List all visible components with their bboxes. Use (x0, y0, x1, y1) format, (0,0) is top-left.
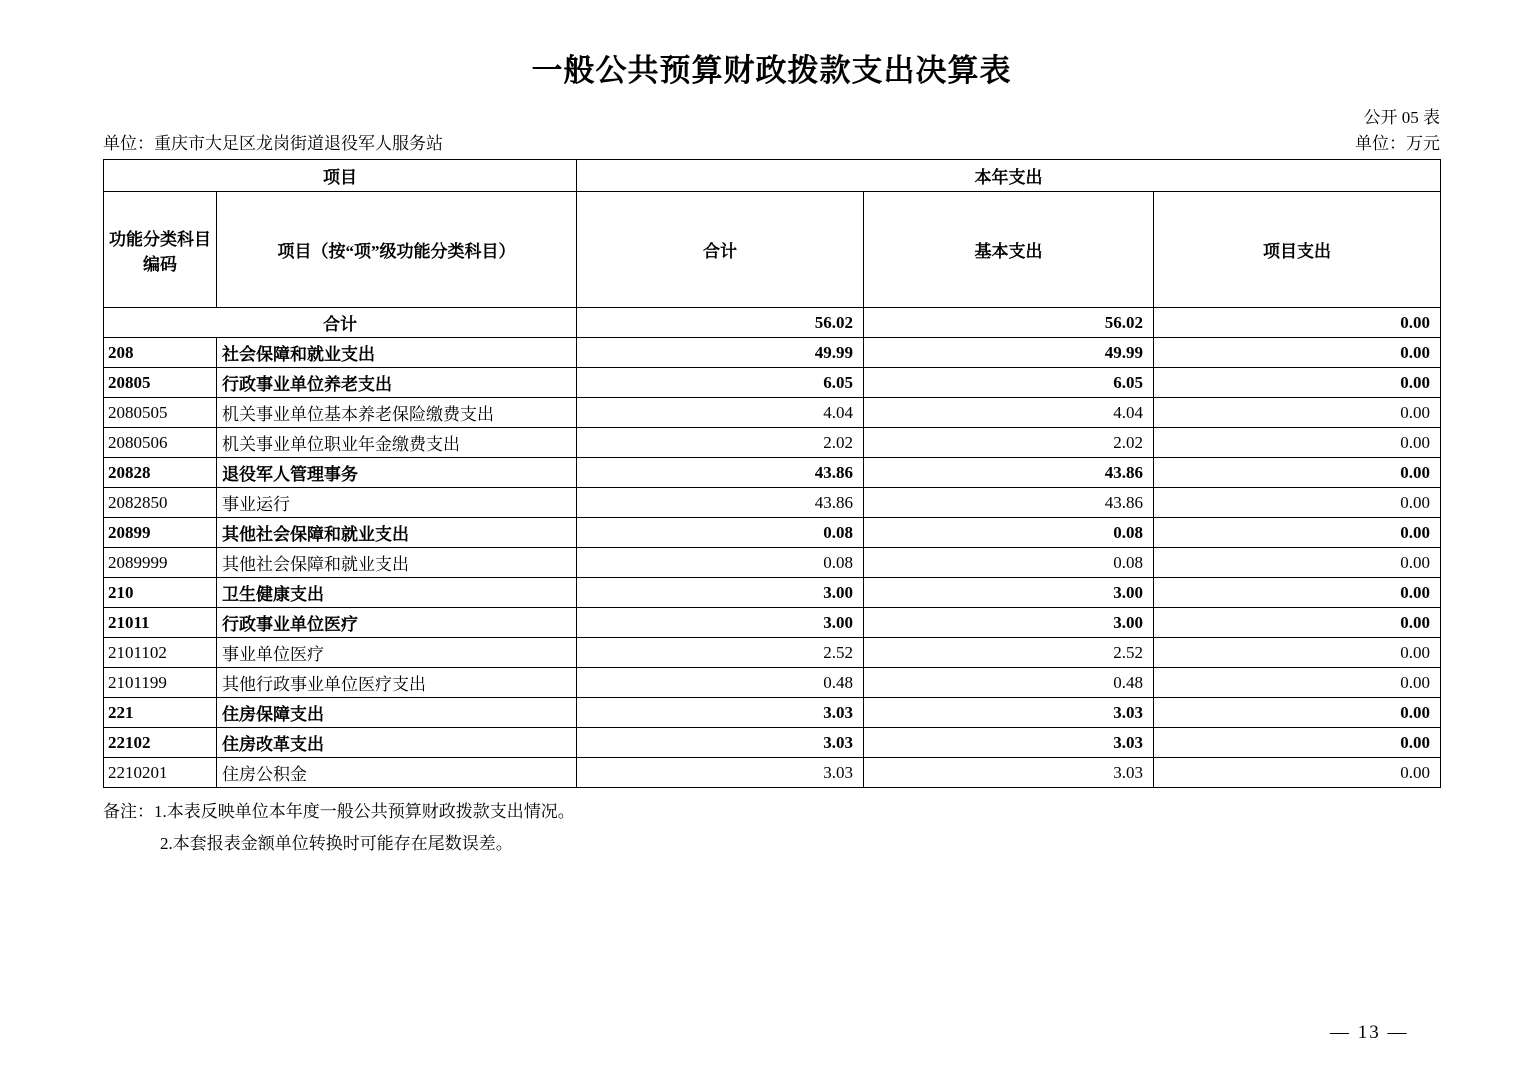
table-row (104, 518, 1441, 548)
table-row (104, 548, 1441, 578)
row-function-code: 20805 (104, 368, 217, 398)
row-total-value: 43.86 (577, 488, 864, 518)
table-row (104, 608, 1441, 638)
public-table-code: 公开 05 表 (1363, 108, 1440, 128)
row-project-name: 其他行政事业单位医疗支出 (217, 668, 577, 698)
row-project-name: 机关事业单位职业年金缴费支出 (217, 428, 577, 458)
header-project-group: 项目 (104, 160, 577, 192)
row-total-value: 49.99 (577, 338, 864, 368)
row-basic-value: 43.86 (864, 488, 1154, 518)
row-basic-value: 43.86 (864, 458, 1154, 488)
table-row (104, 698, 1441, 728)
row-project-name: 其他社会保障和就业支出 (217, 548, 577, 578)
row-total-value: 2.52 (577, 638, 864, 668)
table-header (104, 160, 1441, 308)
row-project-value: 0.00 (1154, 488, 1441, 518)
row-project-value: 0.00 (1154, 758, 1441, 788)
row-basic-value: 4.04 (864, 398, 1154, 428)
grand-total-label: 合计 (104, 308, 577, 338)
row-function-code: 210 (104, 578, 217, 608)
page-title: 一般公共预算财政拨款支出决算表 (531, 53, 1012, 88)
row-function-code: 2080505 (104, 398, 217, 428)
table-row (104, 578, 1441, 608)
currency-unit-label: 单位：万元 (1355, 134, 1440, 154)
header-function-code-line1: 功能分类科目 (109, 229, 211, 249)
grand-total-basic: 56.02 (864, 308, 1154, 338)
row-project-value: 0.00 (1154, 638, 1441, 668)
row-project-name: 住房保障支出 (217, 698, 577, 728)
row-function-code: 2082850 (104, 488, 217, 518)
row-function-code: 21011 (104, 608, 217, 638)
row-basic-value: 3.03 (864, 698, 1154, 728)
row-total-value: 4.04 (577, 398, 864, 428)
row-project-value: 0.00 (1154, 428, 1441, 458)
header-project-name: 项目（按“项”级功能分类科目） (217, 192, 577, 308)
row-total-value: 3.03 (577, 728, 864, 758)
row-total-value: 3.00 (577, 578, 864, 608)
row-total-value: 0.08 (577, 518, 864, 548)
grand-total-row (104, 308, 1441, 338)
header-project-expenditure: 项目支出 (1154, 192, 1441, 308)
row-function-code: 2089999 (104, 548, 217, 578)
header-basic-expenditure: 基本支出 (864, 192, 1154, 308)
row-basic-value: 2.02 (864, 428, 1154, 458)
table-row (104, 338, 1441, 368)
row-total-value: 3.00 (577, 608, 864, 638)
row-basic-value: 0.48 (864, 668, 1154, 698)
row-project-name: 事业运行 (217, 488, 577, 518)
table-body (104, 308, 1441, 788)
row-project-value: 0.00 (1154, 698, 1441, 728)
row-project-value: 0.00 (1154, 608, 1441, 638)
row-project-value: 0.00 (1154, 518, 1441, 548)
reporting-unit-label: 单位：重庆市大足区龙岗街道退役军人服务站 (103, 134, 443, 154)
row-total-value: 3.03 (577, 698, 864, 728)
row-function-code: 2210201 (104, 758, 217, 788)
expenditure-table (103, 159, 1441, 788)
row-basic-value: 3.00 (864, 578, 1154, 608)
row-project-value: 0.00 (1154, 368, 1441, 398)
row-total-value: 2.02 (577, 428, 864, 458)
table-row (104, 728, 1441, 758)
header-function-code-line2: 编码 (143, 254, 177, 274)
table-row (104, 428, 1441, 458)
row-project-name: 其他社会保障和就业支出 (217, 518, 577, 548)
row-project-value: 0.00 (1154, 458, 1441, 488)
note-line-2: 2.本套报表金额单位转换时可能存在尾数误差。 (160, 834, 513, 854)
row-project-name: 事业单位医疗 (217, 638, 577, 668)
row-function-code: 20899 (104, 518, 217, 548)
header-group-row (104, 160, 1441, 192)
notes-block (103, 796, 1440, 860)
row-total-value: 0.08 (577, 548, 864, 578)
row-basic-value: 0.08 (864, 518, 1154, 548)
row-project-name: 卫生健康支出 (217, 578, 577, 608)
row-project-value: 0.00 (1154, 668, 1441, 698)
header-total: 合计 (577, 192, 864, 308)
row-project-name: 行政事业单位养老支出 (217, 368, 577, 398)
row-project-name: 机关事业单位基本养老保险缴费支出 (217, 398, 577, 428)
table-row (104, 638, 1441, 668)
table-row (104, 488, 1441, 518)
grand-total-total: 56.02 (577, 308, 864, 338)
row-function-code: 221 (104, 698, 217, 728)
row-basic-value: 3.03 (864, 728, 1154, 758)
row-basic-value: 49.99 (864, 338, 1154, 368)
row-project-name: 社会保障和就业支出 (217, 338, 577, 368)
row-basic-value: 0.08 (864, 548, 1154, 578)
row-basic-value: 3.03 (864, 758, 1154, 788)
page-number: — 13 — (1330, 1022, 1409, 1043)
row-total-value: 6.05 (577, 368, 864, 398)
table-row (104, 398, 1441, 428)
row-basic-value: 6.05 (864, 368, 1154, 398)
header-columns-row (104, 192, 1441, 308)
row-project-value: 0.00 (1154, 578, 1441, 608)
row-function-code: 2080506 (104, 428, 217, 458)
row-function-code: 208 (104, 338, 217, 368)
row-total-value: 3.03 (577, 758, 864, 788)
row-total-value: 0.48 (577, 668, 864, 698)
row-function-code: 2101102 (104, 638, 217, 668)
row-project-name: 退役军人管理事务 (217, 458, 577, 488)
row-total-value: 43.86 (577, 458, 864, 488)
row-function-code: 20828 (104, 458, 217, 488)
header-function-code (104, 192, 217, 308)
row-project-name: 行政事业单位医疗 (217, 608, 577, 638)
row-basic-value: 2.52 (864, 638, 1154, 668)
row-basic-value: 3.00 (864, 608, 1154, 638)
unit-row (103, 133, 1440, 155)
row-project-value: 0.00 (1154, 728, 1441, 758)
note-line-1: 备注：1.本表反映单位本年度一般公共预算财政拨款支出情况。 (103, 802, 575, 822)
row-project-name: 住房公积金 (217, 758, 577, 788)
table-row (104, 758, 1441, 788)
table-row (104, 458, 1441, 488)
header-current-year-group: 本年支出 (577, 160, 1441, 192)
row-project-value: 0.00 (1154, 398, 1441, 428)
row-project-value: 0.00 (1154, 338, 1441, 368)
row-project-value: 0.00 (1154, 548, 1441, 578)
row-function-code: 2101199 (104, 668, 217, 698)
table-row (104, 668, 1441, 698)
grand-total-project: 0.00 (1154, 308, 1441, 338)
row-function-code: 22102 (104, 728, 217, 758)
row-project-name: 住房改革支出 (217, 728, 577, 758)
table-row (104, 368, 1441, 398)
